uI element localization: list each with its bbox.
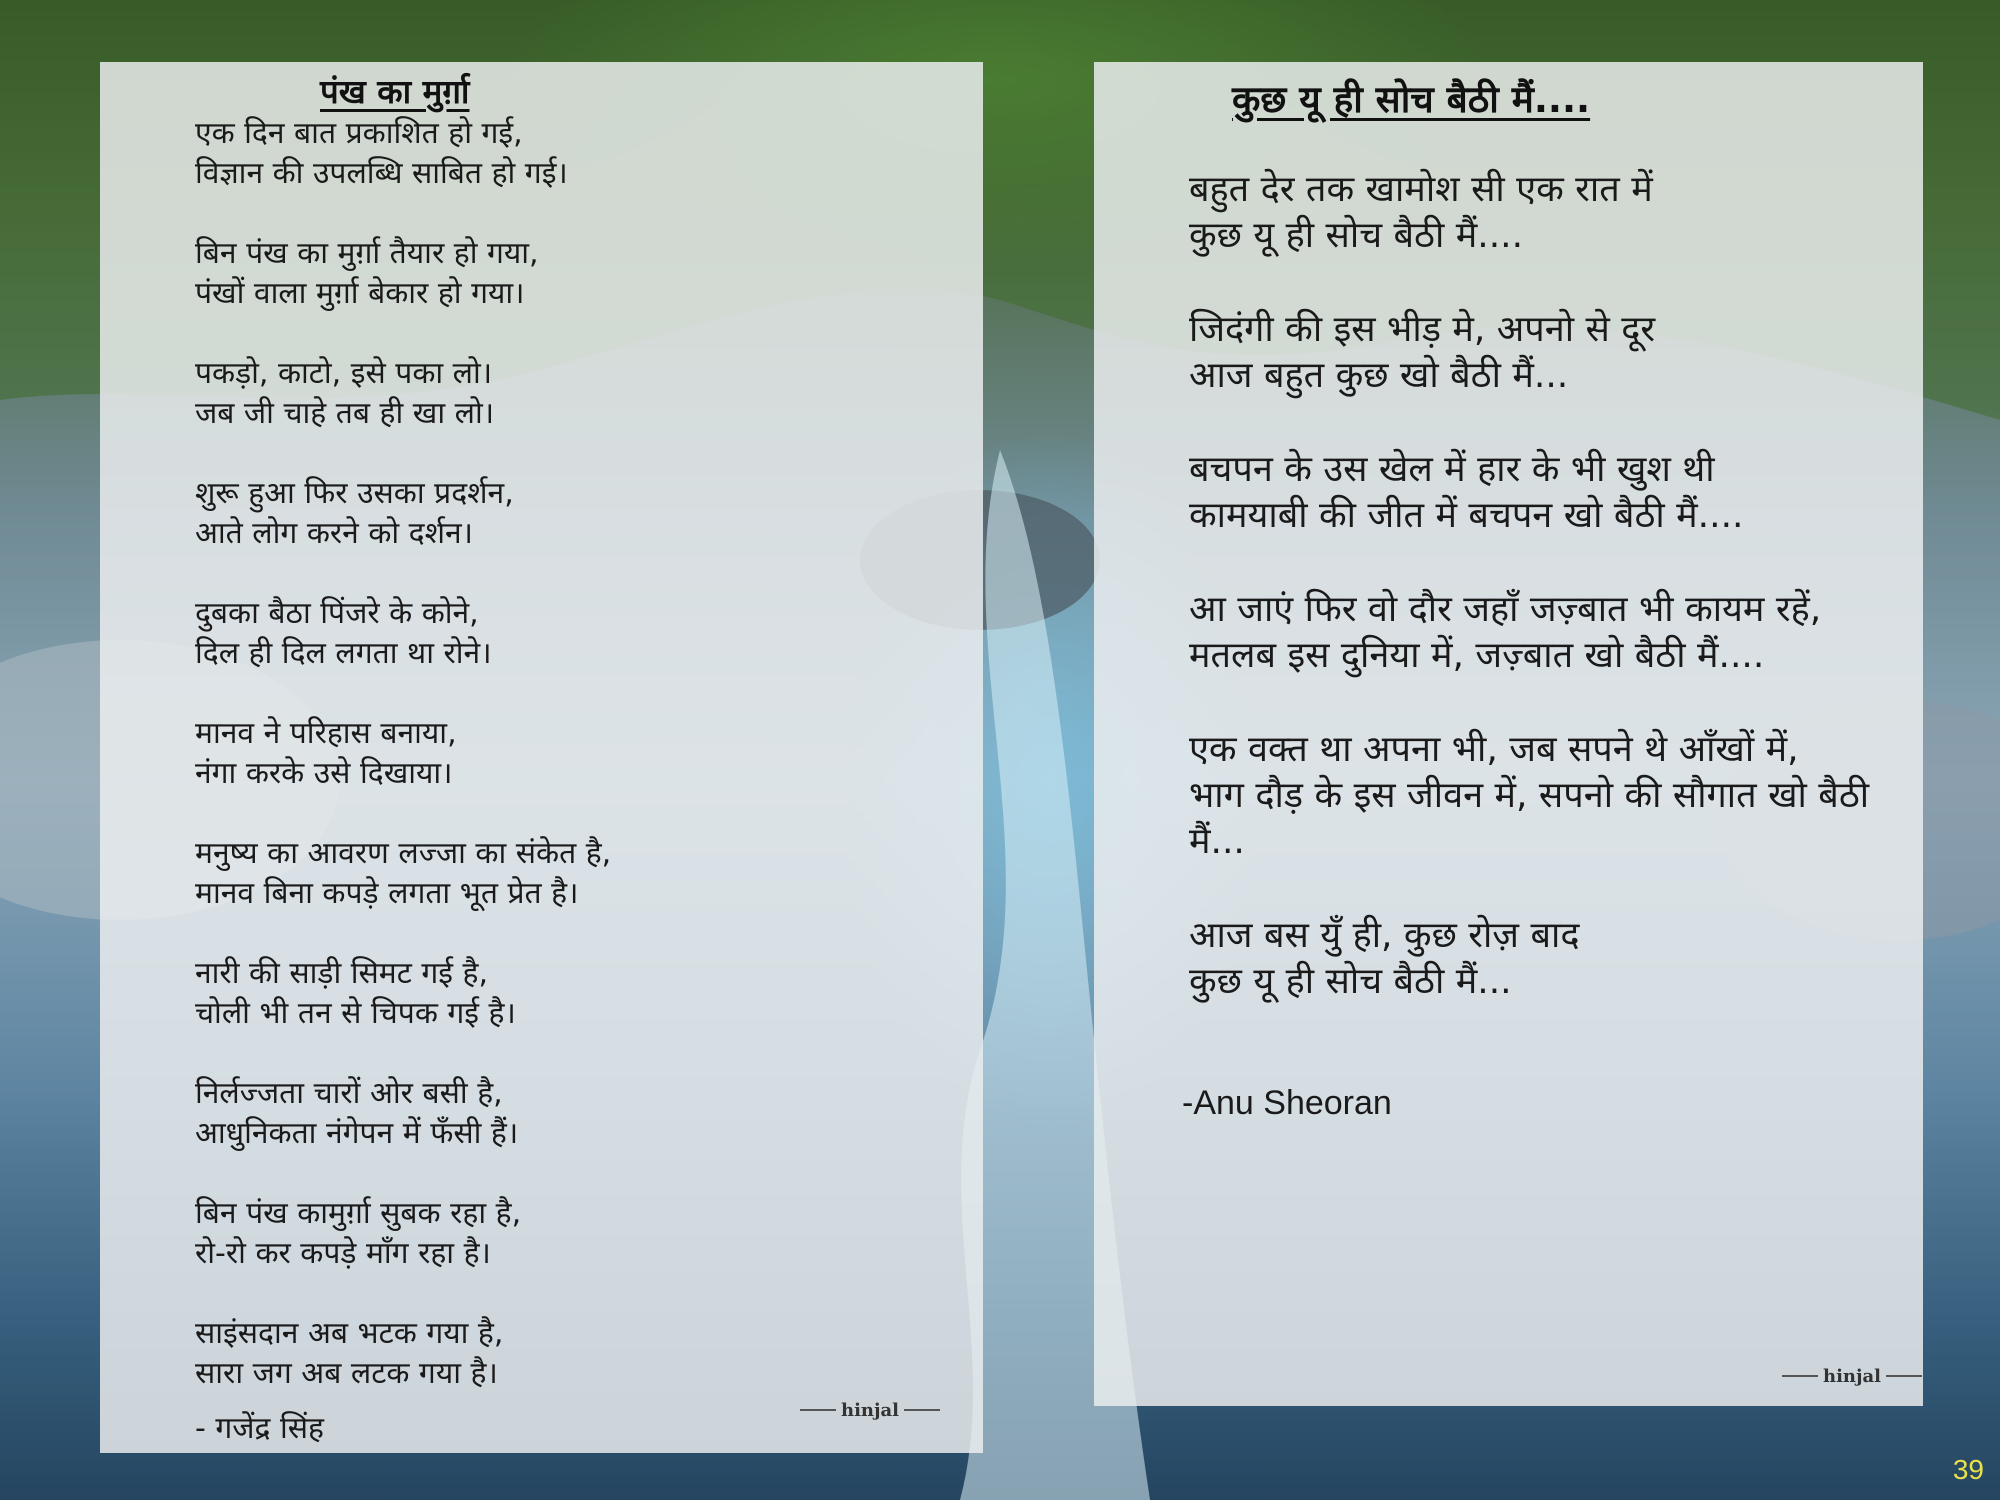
poem-stanza <box>195 714 955 834</box>
poem-line: नारी की साड़ी सिमट गई है, <box>195 956 489 991</box>
poem-stanza <box>195 1074 955 1194</box>
poem-stanza <box>195 474 955 594</box>
poem-line: मानव बिना कपड़े लगता भूत प्रेत है। <box>195 876 579 911</box>
hinjal-logo: hinjal <box>1782 1358 1922 1394</box>
poem-stanza <box>1189 307 1914 447</box>
poem-line: नंगा करके उसे दिखाया। <box>195 756 453 791</box>
page-number: 39 <box>1952 1454 1984 1485</box>
right-poem-author: -Anu Sheoran <box>1182 1084 1392 1122</box>
poem-line: बिन पंख कामुर्ग़ा सुबक रहा है, <box>195 1196 522 1231</box>
poem-line: मतलब इस दुनिया में, जज़्बात खो बैठी मैं.... <box>1189 635 1765 676</box>
poem-stanza <box>1189 167 1914 307</box>
poem-stanza <box>195 234 955 354</box>
right-poem-title: कुछ यू ही सोच बैठी मैं.... <box>1232 78 1591 121</box>
right-poem-panel <box>1094 62 1923 1406</box>
left-poem-title: पंख का मुर्ग़ा <box>320 72 470 111</box>
poem-line: जिदंगी की इस भीड़ मे, अपनो से दूर <box>1189 309 1656 350</box>
left-poem-author: - गजेंद्र सिंह <box>195 1411 324 1446</box>
poem-line: आधुनिकता नंगेपन में फँसी हैं। <box>195 1116 519 1151</box>
poem-stanza <box>195 594 955 714</box>
poem-line: जब जी चाहे तब ही खा लो। <box>195 396 495 431</box>
poem-stanza <box>1189 447 1914 587</box>
poem-line: शुरू हुआ फिर उसका प्रदर्शन, <box>195 476 514 511</box>
poem-line: निर्लज्जता चारों ओर बसी है, <box>195 1076 503 1111</box>
hinjal-logo: hinjal <box>800 1392 940 1428</box>
poem-line: दुबका बैठा पिंजरे के कोने, <box>195 596 479 631</box>
poem-line: एक वक्त था अपना भी, जब सपने थे आँखों में, <box>1189 729 1799 770</box>
poem-line: आज बहुत कुछ खो बैठी मैं... <box>1189 355 1569 396</box>
poem-line: रो-रो कर कपड़े माँग रहा है। <box>195 1236 491 1271</box>
poem-stanza <box>195 354 955 474</box>
poem-line: आ जाएं फिर वो दौर जहाँ जज़्बात भी कायम रहें, <box>1189 589 1822 630</box>
poem-line: आज बस युँ ही, कुछ रोज़ बाद <box>1189 915 1580 956</box>
right-poem-body <box>1189 167 1914 1053</box>
poem-line: भाग दौड़ के इस जीवन में, सपनो की सौगात खो बैठी मैं... <box>1189 775 1870 862</box>
poem-line: कुछ यू ही सोच बैठी मैं... <box>1189 961 1512 1002</box>
poem-line: आते लोग करने को दर्शन। <box>195 516 474 551</box>
poem-line: दिल ही दिल लगता था रोने। <box>195 636 492 671</box>
poem-line: एक दिन बात प्रकाशित हो गई, <box>195 116 523 151</box>
poem-line: कामयाबी की जीत में बचपन खो बैठी मैं.... <box>1189 495 1744 536</box>
poem-line: साइंसदान अब भटक गया है, <box>195 1316 504 1351</box>
poem-stanza <box>1189 913 1914 1053</box>
poem-stanza <box>1189 587 1914 727</box>
poem-stanza <box>195 1194 955 1314</box>
poem-line: बिन पंख का मुर्ग़ा तैयार हो गया, <box>195 236 539 271</box>
poem-line: पकड़ो, काटो, इसे पका लो। <box>195 356 493 391</box>
left-poem-body <box>195 114 955 1434</box>
poem-line: बचपन के उस खेल में हार के भी खुश थी <box>1189 449 1715 490</box>
poem-line: मानव ने परिहास बनाया, <box>195 716 457 751</box>
poem-line: मनुष्य का आवरण लज्जा का संकेत है, <box>195 836 612 871</box>
poem-line: चोली भी तन से चिपक गई है। <box>195 996 516 1031</box>
poem-stanza <box>195 954 955 1074</box>
poem-stanza <box>195 834 955 954</box>
poem-line: कुछ यू ही सोच बैठी मैं.... <box>1189 215 1524 256</box>
poem-line: सारा जग अब लटक गया है। <box>195 1356 498 1391</box>
poem-stanza <box>195 114 955 234</box>
poem-stanza <box>1189 727 1914 913</box>
left-poem-panel <box>100 62 983 1453</box>
poem-line: विज्ञान की उपलब्धि साबित हो गई। <box>195 156 568 191</box>
poem-line: पंखों वाला मुर्ग़ा बेकार हो गया। <box>195 276 525 311</box>
poem-line: बहुत देर तक खामोश सी एक रात में <box>1189 169 1653 210</box>
